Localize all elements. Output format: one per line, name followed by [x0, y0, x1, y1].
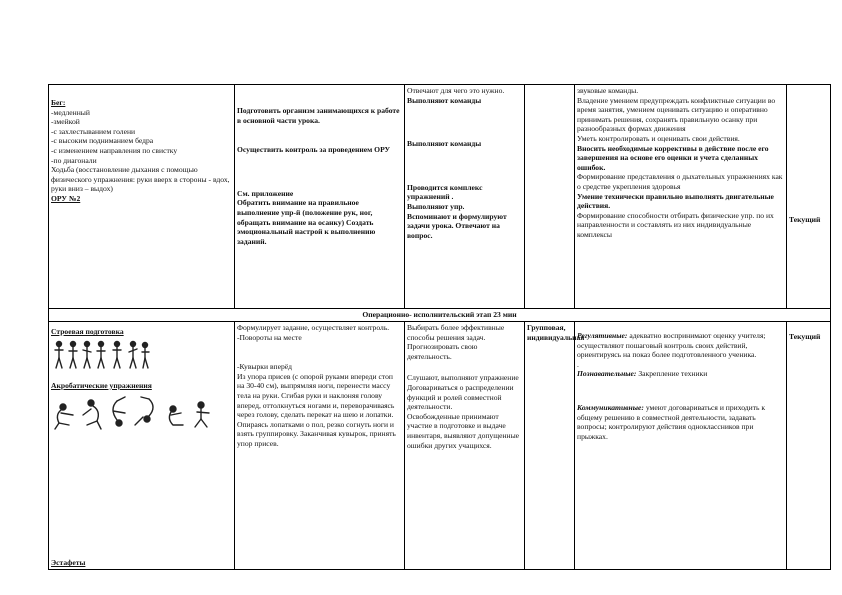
student-text: Слушают, выполняют упражнение [407, 373, 519, 383]
outcome-text: Формирование представления о дыхательных упражнениях как о средстве укрепления здоровья [577, 172, 783, 191]
communicative-label: Коммуникативные: [577, 402, 644, 412]
cell-teacher [235, 85, 405, 309]
drill-figures-image [51, 340, 151, 370]
outcome-text: звуковые команды. [577, 86, 639, 95]
student-text: Выполняют команды [407, 139, 482, 149]
teacher-text: Обратить внимание на правильное выполнение упр-й (положение рук, ног, обращать внимание на осанку) Создать эмоциональный настрой к выполнению заданий. [237, 198, 376, 246]
student-text: Освобожденные принимают участие в подготовке и выдаче инвентаря, выявляют допущенные ошибки других учащихся. [407, 411, 520, 450]
teacher-text: См. приложение [237, 188, 294, 198]
list-item: -медленный [51, 107, 90, 117]
cell-students [405, 85, 525, 309]
teacher-text: Формулирует задание, осуществляет контроль. [237, 323, 390, 332]
walk-text: Ходьба (восстановление дыхания с помощью физического упражнения: руки вверх в стороны - вдох, руки вниз – выдох) [51, 165, 230, 194]
regulative-text: адекватно воспринимают оценку учителя; осуществляют пошаговый контроль своих действий, ориентируясь на показ более подготовленного ученика. [577, 331, 766, 360]
teacher-text: -Кувырки вперёд [237, 362, 293, 372]
cell-control [787, 322, 831, 570]
dot-text: . [577, 359, 579, 369]
regulative-label: Регулятивные: [577, 331, 628, 340]
student-text: Проводится комплекс упражнений . [407, 182, 483, 202]
cell-outcomes [575, 322, 787, 570]
cell-content [49, 85, 235, 309]
outcome-text: Вносить необходимые коррективы в действие после его завершения на основе его оценки и учета сделанных ошибок. [577, 143, 769, 172]
student-text: Вспоминают и формулируют задачи урока. Отвечают на вопрос. [407, 211, 507, 240]
cell-outcomes [575, 85, 787, 309]
lesson-table [48, 84, 831, 570]
teacher-text: -Повороты на месте [237, 332, 302, 342]
control-text: Текущий [789, 332, 821, 341]
teacher-text: Осуществить контроль за проведением ОРУ [237, 145, 391, 155]
cell-students [405, 322, 525, 570]
acrobatics-heading: Акробатические упражнения [51, 380, 152, 390]
list-item: -по диагонали [51, 155, 97, 165]
list-item: -с высоким подниманием бедра [51, 136, 154, 146]
outcome-text: Уметь контролировать и оценивать свои действия. [577, 133, 740, 143]
teacher-text: Из упора присев (с опорой руками впереди стоп на 30-40 см), выпрямляя ноги, перенести массу тела на руки. Сгибая руки и наклоняя голову вперед, оттолкнуться ногами и, переворачиваясь через голову, сделать перекат на шею и лопатки. Опираясь лопатками о пол, резко согнуть ноги и взять группировку. Заканчивая кувырок, принять упор присев. [237, 371, 396, 448]
communicative-text: умеют договариваться и приходить к общему решению в совместной деятельности, задавать вопросы; контролируют действия одноклассников при прыжках. [577, 402, 766, 441]
roll-figures-image [51, 393, 221, 433]
outcome-text: Формирование способности отбирать физические упр. по их направленности и составлять из них индивидуальные комплексы [577, 210, 774, 239]
student-text: Выполняют команды [407, 95, 482, 105]
cell-form: Групповая, индивидуальная [525, 322, 575, 570]
cognitive-text: Закрепление техники [636, 369, 708, 379]
relay-heading: Эстафеты [51, 558, 86, 568]
outcome-text: Умение технически правильно выполнять двигательные действия. [577, 191, 774, 211]
outcome-text: Владение умением предупреждать конфликтные ситуации во время занятия, умением оценивать ситуацию и оперативно принимать решения, сохранять правильную осанку при разнообразных формах движения [577, 95, 776, 134]
teacher-text: Подготовить организм занимающихся к работе в основной части урока. [237, 106, 400, 125]
table-row [49, 85, 831, 309]
cell-teacher [235, 322, 405, 570]
table-row [49, 322, 831, 570]
student-text: Договариваться о распределении функций и ролей совместной деятельности. [407, 382, 514, 412]
list-item: -с изменением направления по свистку [51, 145, 178, 155]
oru-label: ОРУ №2 [51, 193, 81, 203]
control-text: Текущий [789, 215, 821, 224]
cognitive-label: Познавательные: [577, 369, 637, 379]
cell-control [787, 85, 831, 309]
drill-heading: Строевая подготовка [51, 327, 124, 336]
student-text: Отвечают для чего это нужно. [407, 86, 505, 95]
student-text: Выполняют упр. [407, 201, 465, 211]
run-heading: Бег: [51, 98, 66, 107]
list-item: -с захлестыванием голени [51, 126, 136, 136]
stage-row [49, 309, 831, 322]
stage-title: Операционно- исполнительский этап 23 мин [49, 309, 831, 322]
list-item: -змейкой [51, 117, 80, 127]
cell-form [525, 85, 575, 309]
student-text: Выбирать более эффективные способы решения задач. Прогнозировать свою деятельность. [407, 323, 505, 361]
cell-content [49, 322, 235, 570]
